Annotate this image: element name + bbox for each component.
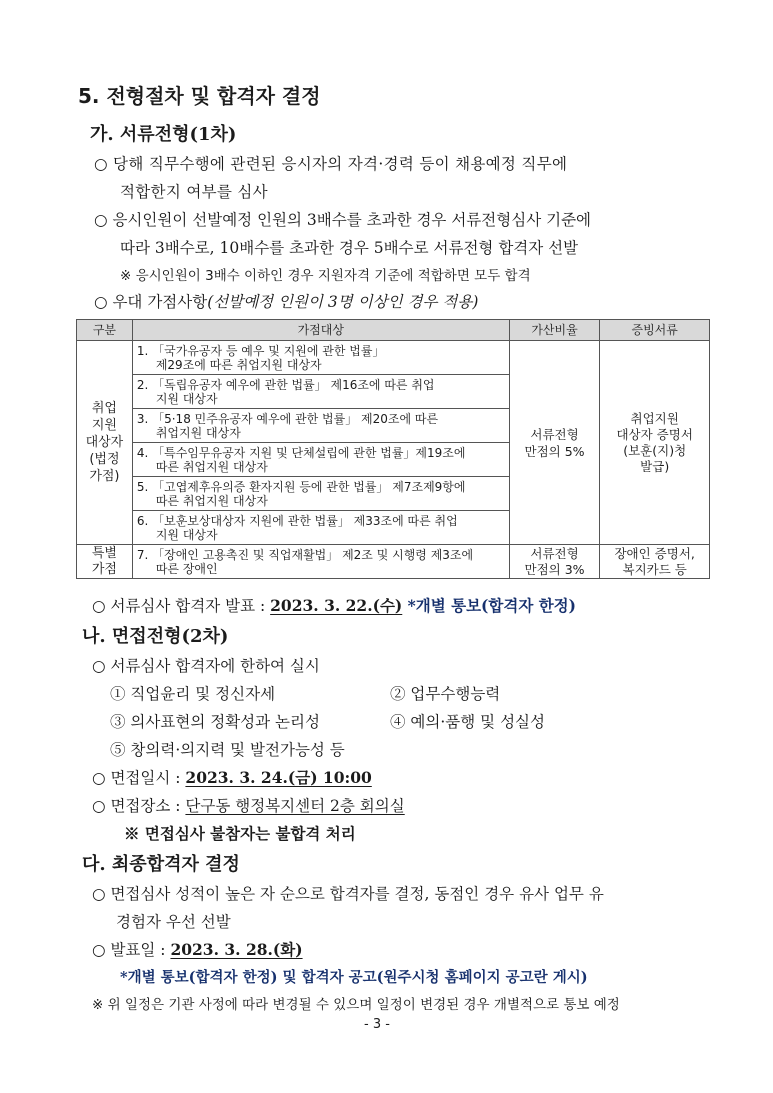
- item-number: 5.: [136, 480, 149, 494]
- category-line: 특별: [91, 545, 117, 561]
- category-cell-group-2: [77, 545, 133, 579]
- item-line-2: 따른 취업지원 대상자: [155, 494, 268, 508]
- target-cell-6: [132, 511, 509, 545]
- doc-result-prefix: ○ 서류심사 합격자 발표 :: [92, 597, 271, 615]
- ga-bullet-3: [94, 290, 478, 312]
- announcement-line: [92, 938, 303, 960]
- item-line-1: 「국가유공자 등 예우 및 지원에 관한 법률」: [152, 344, 385, 358]
- ga-bullet-3-text: ○ 우대 가점사항: [94, 293, 208, 311]
- table-header-docs: 증빙서류: [600, 320, 710, 341]
- item-line-2: 따른 장애인: [155, 562, 218, 576]
- item-line-2: 지원 대상자: [155, 528, 218, 542]
- category-line: 대상자: [85, 435, 124, 450]
- item-line-2: 따른 취업지원 대상자: [155, 460, 268, 474]
- item-line-1: 「보훈보상대상자 지원에 관한 법률」 제33조에 따른 취업: [152, 514, 458, 528]
- item-number: 3.: [136, 412, 149, 426]
- criteria-3: ③ 의사표현의 정확성과 논리성: [110, 713, 320, 731]
- target-cell-7: [132, 545, 509, 579]
- table-header-category: 구분: [77, 320, 133, 341]
- interview-absence-warning: ※ 면접심사 불참자는 불합격 처리: [124, 824, 356, 843]
- category-line: 가점): [89, 469, 120, 484]
- docs-line: (보훈(지)청: [623, 442, 687, 458]
- table-row: [77, 341, 710, 375]
- item-line-2: 제29조에 따른 취업지원 대상자: [155, 358, 322, 372]
- da-bullet-1-line-1: ○ 면접심사 성적이 높은 자 순으로 합격자를 결정, 동점인 경우 유사 업무 유: [92, 885, 604, 903]
- docs-line: 취업지원: [630, 410, 679, 426]
- item-number: 2.: [136, 378, 149, 392]
- doc-result-date: 2023. 3. 22.(수): [270, 596, 403, 615]
- item-line-1: 「고엽제후유의증 환자지원 등에 관한 법률」 제7조제9항에: [152, 480, 466, 494]
- interview-place-line: [92, 794, 405, 816]
- bonus-points-table: [76, 319, 710, 579]
- docs-line: 발급): [640, 458, 670, 474]
- target-cell-1: [132, 341, 509, 375]
- rate-cell-group-2: [509, 545, 600, 579]
- criteria-2: ② 업무수행능력: [390, 685, 501, 703]
- interview-place-prefix: ○ 면접장소 :: [92, 797, 186, 815]
- interview-date: 2023. 3. 24.(금) 10:00: [185, 768, 372, 787]
- ga-bullet-3-italic: (선발예정 인원이 3명 이상인 경우 적용): [207, 293, 479, 311]
- target-cell-4: [132, 443, 509, 477]
- table-header-row: [77, 320, 710, 341]
- section-title: 5. 전형절차 및 합격자 결정: [78, 84, 321, 108]
- interview-place: 단구동 행정복지센터 2층 회의실: [185, 797, 405, 815]
- interview-date-prefix: ○ 면접일시 :: [92, 769, 186, 787]
- announcement-date: 2023. 3. 28.(화): [170, 940, 303, 959]
- category-line: (법정: [89, 452, 120, 467]
- doc-result-notice: *개별 통보(합격자 한정): [402, 596, 576, 615]
- category-cell-group-1: [77, 341, 133, 545]
- item-line-1: 「5·18 민주유공자 예우에 관한 법률」 제20조에 따른: [152, 412, 439, 426]
- ga-note: ※ 응시인원이 3배수 이하인 경우 지원자격 기준에 적합하면 모두 합격: [120, 268, 531, 284]
- page-number: - 3 -: [364, 1017, 390, 1032]
- item-line-1: 「독립유공자 예우에 관한 법률」 제16조에 따른 취업: [152, 378, 435, 392]
- table-header-rate: 가산비율: [509, 320, 600, 341]
- table-header-target: 가점대상: [132, 320, 509, 341]
- target-cell-5: [132, 477, 509, 511]
- ga-bullet-2-line-2: 따라 3배수로, 10배수를 초과한 경우 5배수로 서류전형 합격자 선발: [120, 239, 579, 257]
- da-bullet-1-line-2: 경험자 우선 선발: [116, 913, 231, 931]
- category-line: 가점: [91, 561, 117, 577]
- target-cell-3: [132, 409, 509, 443]
- target-cell-2: [132, 375, 509, 409]
- item-line-2: 지원 대상자: [155, 392, 218, 406]
- rate-line: 만점의 3%: [524, 561, 585, 577]
- ga-bullet-2-line-1: ○ 응시인원이 선발예정 인원의 3배수를 초과한 경우 서류전형심사 기준에: [94, 211, 592, 229]
- rate-cell-group-1: [509, 341, 600, 545]
- interview-date-line: [92, 766, 372, 788]
- na-bullet-1: ○ 서류심사 합격자에 한하여 실시: [92, 657, 320, 675]
- category-line: 지원: [91, 418, 117, 433]
- rate-line: 서류전형: [530, 426, 579, 442]
- item-line-2: 취업지원 대상자: [155, 426, 241, 440]
- item-number: 1.: [136, 344, 149, 358]
- subsection-heading-da: 다. 최종합격자 결정: [82, 854, 240, 875]
- schedule-footnote: ※ 위 일정은 기관 사정에 따라 변경될 수 있으며 일정이 변경된 경우 개별적으로 통보 예정: [92, 997, 620, 1013]
- subsection-heading-na: 나. 면접전형(2차): [82, 626, 229, 647]
- table-row: [77, 545, 710, 579]
- item-number: 7.: [136, 548, 149, 562]
- criteria-5: ⑤ 창의력·의지력 및 발전가능성 등: [110, 741, 345, 759]
- ga-bullet-1-line-1: ○ 당해 직무수행에 관련된 응시자의 자격·경력 등이 채용예정 직무에: [94, 155, 568, 173]
- docs-line: 장애인 증명서,: [614, 545, 695, 561]
- docs-cell-group-1: [600, 341, 710, 545]
- final-notice: *개별 통보(합격자 한정) 및 합격자 공고(원주시청 홈페이지 공고란 게시): [120, 969, 588, 986]
- rate-line: 만점의 5%: [524, 443, 585, 459]
- item-number: 6.: [136, 514, 149, 528]
- docs-line: 복지카드 등: [622, 561, 687, 577]
- doc-result-line: [92, 594, 576, 616]
- criteria-1: ① 직업윤리 및 정신자세: [110, 685, 276, 703]
- item-number: 4.: [136, 446, 149, 460]
- category-line: 취업: [91, 401, 117, 416]
- rate-line: 서류전형: [530, 545, 579, 561]
- announcement-prefix: ○ 발표일 :: [92, 941, 171, 959]
- ga-bullet-1-line-2: 적합한지 여부를 심사: [120, 183, 268, 201]
- docs-cell-group-2: [600, 545, 710, 579]
- criteria-4: ④ 예의·품행 및 성실성: [390, 713, 545, 731]
- item-line-1: 「장애인 고용촉진 및 직업재활법」 제2조 및 시행령 제3조에: [152, 548, 474, 562]
- item-line-1: 「특수임무유공자 지원 및 단체설립에 관한 법률」제19조에: [152, 446, 466, 460]
- subsection-heading-ga: 가. 서류전형(1차): [90, 124, 237, 145]
- docs-line: 대상자 증명서: [616, 426, 693, 442]
